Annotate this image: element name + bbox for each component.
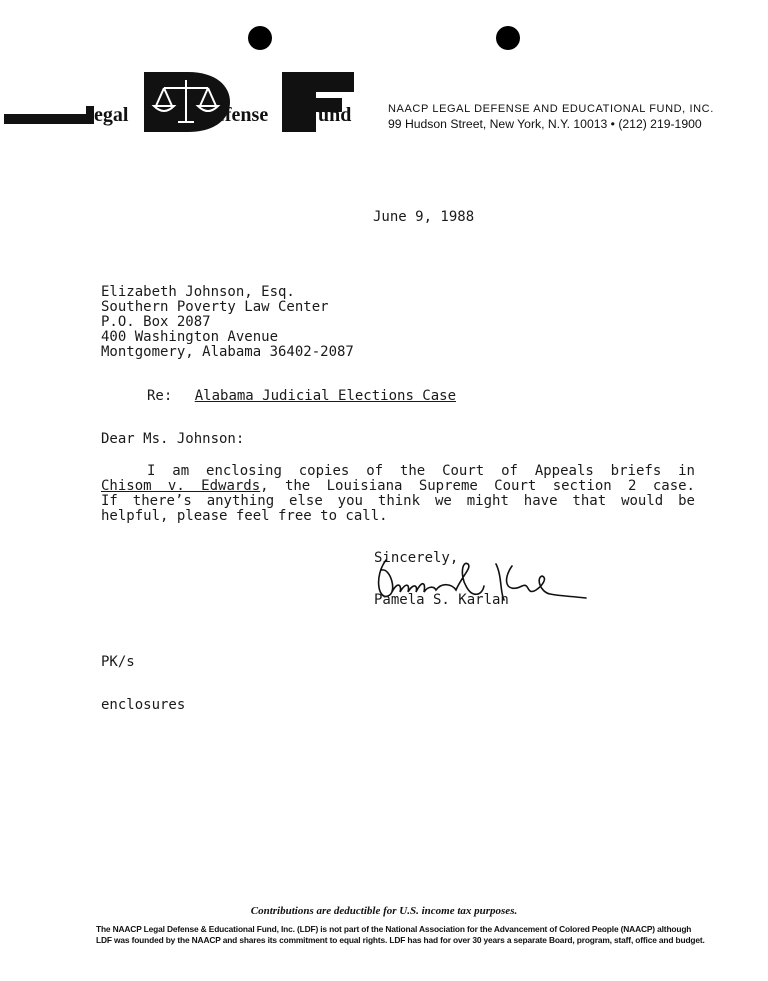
ldf-logo — [0, 70, 372, 136]
body-line-4: helpful, please feel free to call. — [101, 508, 388, 524]
body-line-3: If there’s anything else you think we might have that would be — [101, 493, 695, 509]
typist-initials: PK/s — [101, 654, 135, 670]
re-line — [147, 389, 456, 404]
recipient-line: P.O. Box 2087 — [101, 314, 211, 330]
logo-legal-text: egal — [94, 104, 129, 126]
recipient-line: Montgomery, Alabama 36402-2087 — [101, 344, 354, 360]
recipient-line: 400 Washington Avenue — [101, 329, 279, 345]
salutation: Dear Ms. Johnson: — [101, 431, 245, 447]
enclosures-note: enclosures — [101, 697, 186, 713]
org-name: NAACP LEGAL DEFENSE AND EDUCATIONAL FUND, INC. — [388, 103, 714, 115]
logo-fund-text: und — [318, 104, 352, 126]
closing: Sincerely, — [374, 550, 459, 566]
tax-note: Contributions are deductible for U.S. income tax purposes. — [250, 905, 518, 917]
recipient-address — [101, 285, 354, 360]
disclaimer-line-1: The NAACP Legal Defense & Educational Fund, Inc. (LDF) is not part of the National Association for the Advancement of Colored People (NAACP) although — [96, 924, 692, 934]
org-address: 99 Hudson Street, New York, N.Y. 10013 • (212) 219-1900 — [388, 117, 702, 131]
logo-l-stem — [86, 106, 94, 124]
disclaimer-line-2: LDF was founded by the NAACP and shares its commitment to equal rights. LDF has had for over 30 years a separate Board, program, staff, office and budget. — [96, 935, 705, 945]
signer-name: Pamela S. Karlan — [374, 592, 509, 608]
re-subject: Alabama Judicial Elections Case — [194, 388, 457, 404]
punch-hole-left — [248, 26, 272, 50]
logo-l-bar — [4, 114, 92, 124]
recipient-line: Southern Poverty Law Center — [101, 299, 329, 315]
re-label: Re: — [147, 388, 173, 404]
body-line-2: Chisom v. Edwards, the Louisiana Supreme Court section 2 case. — [101, 478, 695, 494]
body-paragraph — [101, 464, 695, 524]
letter-date: June 9, 1988 — [373, 209, 475, 225]
case-name: Chisom v. Edwards — [101, 478, 261, 494]
logo-defense-text: efense — [216, 104, 269, 126]
punch-hole-right — [496, 26, 520, 50]
recipient-line: Elizabeth Johnson, Esq. — [101, 284, 295, 300]
body-line-1: I am enclosing copies of the Court of Appeals briefs in — [147, 463, 695, 479]
